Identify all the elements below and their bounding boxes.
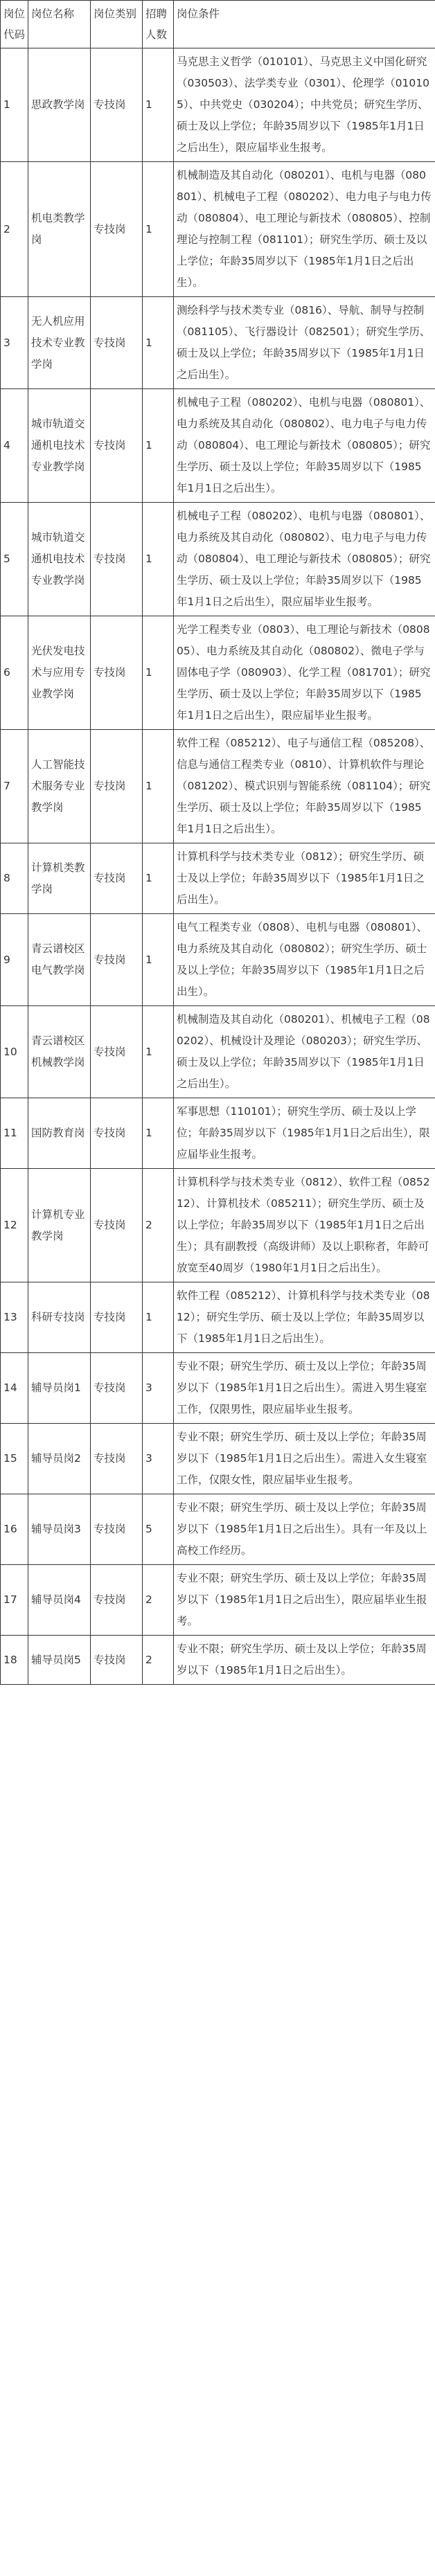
cell-conditions: 马克思主义哲学（010101）、马克思主义中国化研究（030503）、法学类专业（0301）、伦理学（010105）、中共党史（030204）；中共党员；研究生学历、硕士及以上学位；年龄35周岁以下（1985年1月1日之后出生），限应届毕业生报考。 bbox=[174, 48, 435, 162]
cell-conditions: 软件工程（085212）、计算机科学与技术类专业（0812）；研究生学历、硕士及以上学位；年龄35周岁以下（1985年1月1日之后出生）。 bbox=[174, 1282, 435, 1353]
cell-conditions: 专业不限；研究生学历、硕士及以上学位；年龄35周岁以下（1985年1月1日之后出生）。需进入女生寝室工作，仅限女性，限应届毕业生报考。 bbox=[174, 1424, 435, 1494]
cell-conditions: 专业不限；研究生学历、硕士及以上学位；年龄35周岁以下（1985年1月1日之后出生）。具有一年及以上高校工作经历。 bbox=[174, 1494, 435, 1565]
cell-code: 16 bbox=[1, 1494, 28, 1565]
cell-count: 3 bbox=[143, 1353, 174, 1424]
cell-conditions: 机械制造及其自动化（080201）、机械电子工程（080202）、机械设计及理论（080203）；研究生学历、硕士及以上学位；年龄35周岁以下（1985年1月1日之后出生）。 bbox=[174, 1006, 435, 1098]
cell-count: 1 bbox=[143, 616, 174, 730]
table-row bbox=[1, 1282, 435, 1353]
cell-code: 1 bbox=[1, 48, 28, 162]
cell-category: 专技岗 bbox=[91, 1494, 143, 1565]
table-row bbox=[1, 730, 435, 843]
cell-name: 光伏发电技术与应用专业教学岗 bbox=[28, 616, 91, 730]
cell-code: 4 bbox=[1, 389, 28, 503]
cell-code: 17 bbox=[1, 1565, 28, 1636]
cell-conditions: 机械电子工程（080202）、电机与电器（080801）、电力系统及其自动化（080802）、电力电子与电力传动（080804）、电工理论与新技术（080805）；研究生学历、硕士及以上学位；年龄35周岁以下（1985年1月1日之后出生），限应届毕业生报考。 bbox=[174, 503, 435, 616]
table-row bbox=[1, 48, 435, 162]
cell-name: 人工智能技术服务专业教学岗 bbox=[28, 730, 91, 843]
table-row bbox=[1, 1353, 435, 1424]
cell-conditions: 计算机科学与技术类专业（0812）、软件工程（085212）、计算机技术（085211）；研究生学历、硕士及以上学位；年龄35周岁以下（1985年1月1日之后出生）；具有副教授（高级讲师）及以上职称者，年龄可放宽至40周岁（1980年1月1日之后出生）。 bbox=[174, 1169, 435, 1282]
cell-count: 1 bbox=[143, 1282, 174, 1353]
header-code: 岗位代码 bbox=[1, 1, 28, 48]
cell-conditions: 测绘科学与技术类专业（0816）、导航、制导与控制（081105）、飞行器设计（082501）；研究生学历、硕士及以上学位；年龄35周岁以下（1985年1月1日之后出生）。 bbox=[174, 297, 435, 389]
cell-name: 城市轨道交通机电技术专业教学岗 bbox=[28, 503, 91, 616]
cell-category: 专技岗 bbox=[91, 616, 143, 730]
table-row bbox=[1, 162, 435, 297]
cell-count: 1 bbox=[143, 843, 174, 914]
cell-conditions: 机械制造及其自动化（080201）、电机与电器（080801）、机械电子工程（080202）、电力电子与电力传动（080804）、电工理论与新技术（080805）、控制理论与控制工程（081101）；研究生学历、硕士及以上学位；年龄35周岁以下（1985年1月1日之后出生）。 bbox=[174, 162, 435, 297]
cell-category: 专技岗 bbox=[91, 914, 143, 1006]
cell-name: 青云谱校区电气教学岗 bbox=[28, 914, 91, 1006]
cell-category: 专技岗 bbox=[91, 162, 143, 297]
table-row bbox=[1, 1006, 435, 1098]
cell-code: 14 bbox=[1, 1353, 28, 1424]
table-row bbox=[1, 1424, 435, 1494]
cell-category: 专技岗 bbox=[91, 843, 143, 914]
cell-name: 辅导员岗1 bbox=[28, 1353, 91, 1424]
cell-code: 15 bbox=[1, 1424, 28, 1494]
cell-name: 辅导员岗3 bbox=[28, 1494, 91, 1565]
cell-category: 专技岗 bbox=[91, 1424, 143, 1494]
table-row bbox=[1, 297, 435, 389]
cell-name: 辅导员岗4 bbox=[28, 1565, 91, 1636]
cell-code: 13 bbox=[1, 1282, 28, 1353]
cell-count: 2 bbox=[143, 1169, 174, 1282]
cell-code: 12 bbox=[1, 1169, 28, 1282]
cell-category: 专技岗 bbox=[91, 389, 143, 503]
header-category: 岗位类别 bbox=[91, 1, 143, 48]
cell-name: 无人机应用技术专业教学岗 bbox=[28, 297, 91, 389]
cell-conditions: 软件工程（085212）、电子与通信工程（085208）、信息与通信工程类专业（0810）、计算机软件与理论（081202）、模式识别与智能系统（081104）；研究生学历、硕士及以上学位；年龄35周岁以下（1985年1月1日之后出生）。 bbox=[174, 730, 435, 843]
cell-category: 专技岗 bbox=[91, 503, 143, 616]
table-row bbox=[1, 914, 435, 1006]
table-row bbox=[1, 503, 435, 616]
cell-count: 1 bbox=[143, 914, 174, 1006]
cell-category: 专技岗 bbox=[91, 297, 143, 389]
cell-count: 2 bbox=[143, 1565, 174, 1636]
header-name: 岗位名称 bbox=[28, 1, 91, 48]
cell-conditions: 专业不限；研究生学历、硕士及以上学位；年龄35周岁以下（1985年1月1日之后出生）。需进入男生寝室工作，仅限男性，限应届毕业生报考。 bbox=[174, 1353, 435, 1424]
cell-conditions: 光学工程类专业（0803）、电工理论与新技术（080805）、电力系统及其自动化（080802）、微电子学与固体电子学（080903）、化学工程（081701）；研究生学历、硕士及以上学位；年龄35周岁以下（1985年1月1日之后出生），限应届毕业生报考。 bbox=[174, 616, 435, 730]
cell-count: 5 bbox=[143, 1494, 174, 1565]
cell-category: 专技岗 bbox=[91, 48, 143, 162]
header-conditions: 岗位条件 bbox=[174, 1, 435, 48]
cell-count: 1 bbox=[143, 730, 174, 843]
cell-code: 11 bbox=[1, 1098, 28, 1169]
cell-category: 专技岗 bbox=[91, 1353, 143, 1424]
cell-count: 1 bbox=[143, 162, 174, 297]
cell-count: 1 bbox=[143, 297, 174, 389]
cell-code: 3 bbox=[1, 297, 28, 389]
cell-code: 5 bbox=[1, 503, 28, 616]
header-count: 招聘人数 bbox=[143, 1, 174, 48]
cell-name: 辅导员岗2 bbox=[28, 1424, 91, 1494]
cell-conditions: 军事思想（110101）；研究生学历、硕士及以上学位；年龄35周岁以下（1985年1月1日之后出生），限应届毕业生报考。 bbox=[174, 1098, 435, 1169]
cell-name: 计算机类教学岗 bbox=[28, 843, 91, 914]
cell-count: 2 bbox=[143, 1636, 174, 1685]
table-row bbox=[1, 1565, 435, 1636]
cell-code: 10 bbox=[1, 1006, 28, 1098]
cell-count: 1 bbox=[143, 1098, 174, 1169]
table-row bbox=[1, 616, 435, 730]
cell-code: 8 bbox=[1, 843, 28, 914]
cell-conditions: 计算机科学与技术类专业（0812）；研究生学历、硕士及以上学位；年龄35周岁以下（1985年1月1日之后出生）。 bbox=[174, 843, 435, 914]
cell-conditions: 专业不限；研究生学历、硕士及以上学位；年龄35周岁以下（1985年1月1日之后出生），限应届毕业生报考。 bbox=[174, 1565, 435, 1636]
table-row bbox=[1, 1636, 435, 1685]
table-header-row bbox=[1, 1, 435, 48]
table-row bbox=[1, 1169, 435, 1282]
cell-code: 18 bbox=[1, 1636, 28, 1685]
cell-category: 专技岗 bbox=[91, 730, 143, 843]
cell-name: 辅导员岗5 bbox=[28, 1636, 91, 1685]
cell-code: 7 bbox=[1, 730, 28, 843]
cell-code: 9 bbox=[1, 914, 28, 1006]
cell-name: 青云谱校区机械教学岗 bbox=[28, 1006, 91, 1098]
cell-count: 3 bbox=[143, 1424, 174, 1494]
table-row bbox=[1, 843, 435, 914]
cell-name: 思政教学岗 bbox=[28, 48, 91, 162]
cell-name: 城市轨道交通机电技术专业教学岗 bbox=[28, 389, 91, 503]
cell-count: 1 bbox=[143, 389, 174, 503]
cell-category: 专技岗 bbox=[91, 1282, 143, 1353]
cell-count: 1 bbox=[143, 1006, 174, 1098]
cell-conditions: 专业不限；研究生学历、硕士及以上学位；年龄35周岁以下（1985年1月1日之后出生）。 bbox=[174, 1636, 435, 1685]
cell-category: 专技岗 bbox=[91, 1098, 143, 1169]
table-row bbox=[1, 1494, 435, 1565]
cell-conditions: 电气工程类专业（0808）、电机与电器（080801）、电力系统及其自动化（080802）；研究生学历、硕士及以上学位；年龄35周岁以下（1985年1月1日之后出生）。 bbox=[174, 914, 435, 1006]
cell-count: 1 bbox=[143, 503, 174, 616]
cell-name: 国防教育岗 bbox=[28, 1098, 91, 1169]
cell-category: 专技岗 bbox=[91, 1006, 143, 1098]
cell-code: 2 bbox=[1, 162, 28, 297]
cell-name: 计算机专业教学岗 bbox=[28, 1169, 91, 1282]
table-row bbox=[1, 389, 435, 503]
cell-category: 专技岗 bbox=[91, 1565, 143, 1636]
cell-count: 1 bbox=[143, 48, 174, 162]
cell-code: 6 bbox=[1, 616, 28, 730]
cell-name: 科研专技岗 bbox=[28, 1282, 91, 1353]
cell-category: 专技岗 bbox=[91, 1636, 143, 1685]
table-row bbox=[1, 1098, 435, 1169]
cell-conditions: 机械电子工程（080202）、电机与电器（080801）、电力系统及其自动化（080802）、电力电子与电力传动（080804）、电工理论与新技术（080805）；研究生学历、硕士及以上学位；年龄35周岁以下（1985年1月1日之后出生）。 bbox=[174, 389, 435, 503]
cell-name: 机电类教学岗 bbox=[28, 162, 91, 297]
cell-category: 专技岗 bbox=[91, 1169, 143, 1282]
